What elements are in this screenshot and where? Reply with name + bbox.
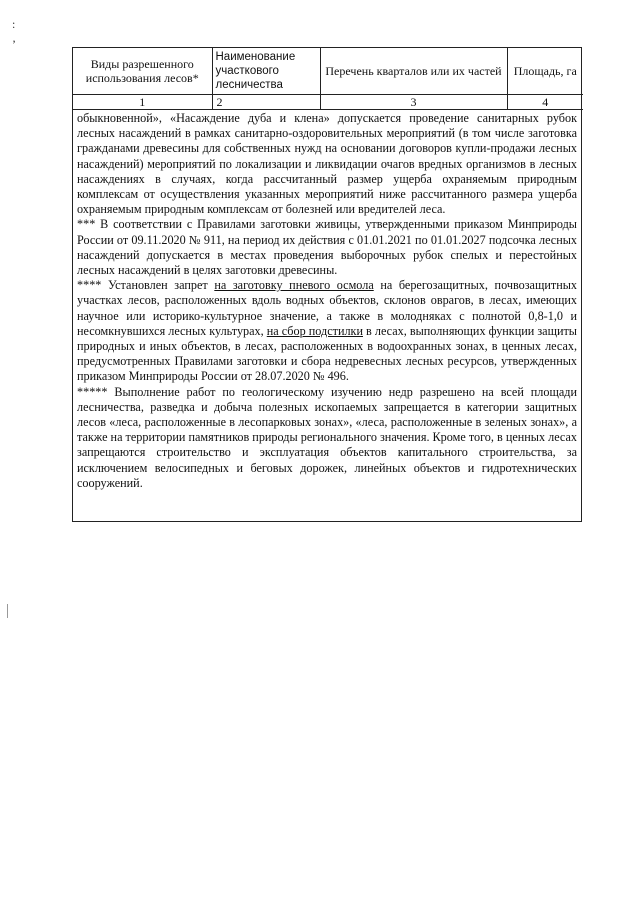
- header-cell-forestry-name: Наименование участкового лесничества: [212, 48, 320, 95]
- header-cell-quarters-list: Перечень кварталов или их частей: [320, 48, 507, 95]
- scan-edge-mark: [7, 604, 8, 618]
- notes-body: [73, 110, 581, 521]
- column-number-4: 4: [507, 95, 583, 110]
- document-table-frame: [72, 47, 582, 522]
- note-paragraph-prohibitions: [77, 278, 577, 384]
- column-number-2: 2: [212, 95, 320, 110]
- note-text: в лесах, выполняющих функции защиты природных и иных объектов, в лесах, расположенных в водоохранных зонах, в ценных лесах, предусмотренных Правилами заготовки и сбора недревесных лесных ресурсов, утвержденных приказом Минприроды России от 28.07.2020 № 496.: [77, 323, 577, 384]
- note-paragraph-geology: ***** Выполнение работ по геологическому изучению недр разрешено на всей площади лесничества, разведка и добыча полезных ископаемых запрещается в категории защитных лесов «леса, расположенные в лесопарковых зонах», «леса, расположенные в зеленых зонах», а также на территории памятников природы регионального значения. Кроме того, в ценных лесах запрещаются строительство и эксплуатация объектов капитального строительства, за исключением велосипедных и беговых дорожек, линейных объектов и гидротехнических сооружений.: [77, 384, 577, 490]
- underlined-stump-resin: на заготовку пневого осмола: [214, 278, 374, 293]
- note-text: **** Установлен запрет: [77, 278, 215, 293]
- note-text: на берегозащитных, почвозащитных участках лесов, расположенных вдоль водных объектов, склонов оврагов, в лесах, имеющих научное или историко-культурное значение, а также в молодняках с полнотой 0,8-1,0 и несомкнувшихся лесных культурах,: [77, 278, 577, 338]
- column-number-3: 3: [320, 95, 507, 110]
- header-cell-area: Площадь, га: [507, 48, 583, 95]
- note-paragraph-continuation: обыкновенной», «Насаждение дуба и клена» допускается проведение санитарных рубок лесных насаждений в рамках санитарно-оздоровительных мероприятий (в том числе заготовка гражданами древесины для собственных нужд на основании договоров купли-продажи лесных насаждений) мероприятий по локализации и ликвидации очагов вредных организмов в лесных насаждениях в случаях, когда рассчитанный размер ущерба охраняемым природным комплексам от осуществления указанных мероприятий ниже рассчитанного размера ущерба охраняемым природным комплексам от болезней или вредителей леса.: [77, 111, 577, 217]
- header-row: [73, 48, 583, 95]
- header-table: [73, 48, 583, 110]
- header-cell-usage-types: Виды разрешенного использования лесов*: [73, 48, 212, 95]
- underlined-litter-collection: на сбор подстилки: [266, 323, 363, 338]
- scan-mark-top: :: [12, 17, 16, 31]
- note-paragraph-resin-tapping: *** В соответствии с Правилами заготовки живицы, утвержденными приказом Минприроды России от 09.11.2020 № 911, на период их действия с 01.01.2021 по 01.01.2027 подсочка лесных насаждений допускается в местах проведения выборочных рубок спелых и перестойных лесных насаждений в целях заготовки древесины.: [77, 217, 577, 278]
- column-number-1: 1: [73, 95, 212, 110]
- scan-mark-second: ’: [12, 37, 16, 51]
- column-number-row: [73, 95, 583, 110]
